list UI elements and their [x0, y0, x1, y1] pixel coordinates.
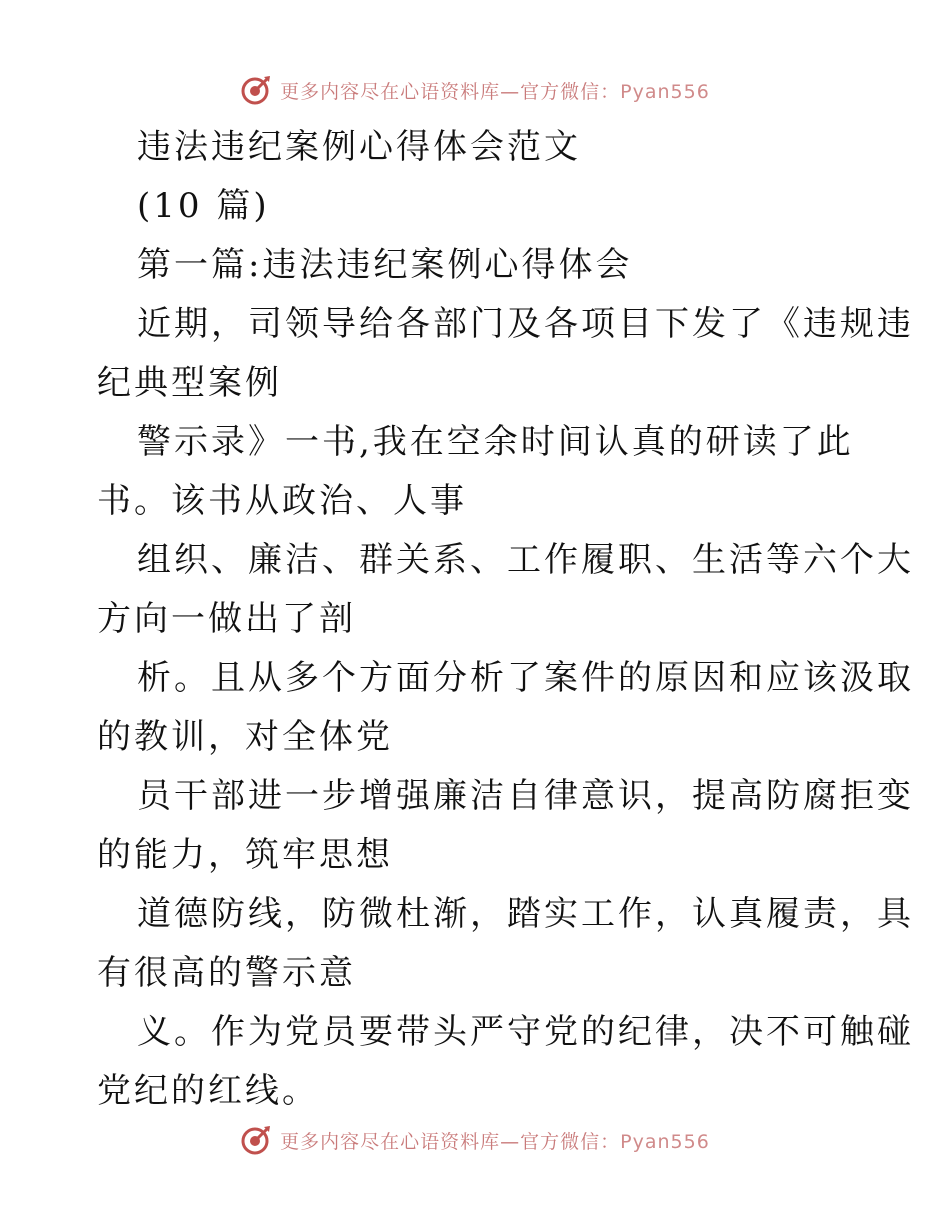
pen-logo-icon — [240, 74, 272, 106]
paragraph-line: 有很高的警示意 — [97, 953, 356, 993]
paragraph-line: 近期，司领导给各部门及各项目下发了《违规违 — [137, 304, 914, 344]
paragraph-line: 警示录》一书,我在空余时间认真的研读了此 — [137, 422, 854, 462]
paragraph-line: 的能力，筑牢思想 — [97, 835, 393, 875]
watermark-header — [0, 72, 950, 108]
paragraph-line: 析。且从多个方面分析了案件的原因和应该汲取 — [137, 658, 914, 698]
paragraph-line: 的教训，对全体党 — [97, 717, 393, 757]
paragraph-line: 组织、廉洁、群关系、工作履职、生活等六个大 — [137, 540, 914, 580]
pen-logo-icon — [240, 1124, 272, 1156]
paragraph-line: 党纪的红线。 — [97, 1071, 319, 1111]
paragraph-line: 员干部进一步增强廉洁自律意识，提高防腐拒变 — [137, 776, 914, 816]
section-heading: 第一篇:违法违纪案例心得体会 — [137, 245, 633, 285]
watermark-text: 更多内容尽在心语资料库—官方微信：Pyan556 — [280, 1130, 710, 1153]
document-body — [97, 118, 914, 1121]
watermark-handle: Pyan556 — [620, 1130, 710, 1153]
watermark-footer — [0, 1122, 950, 1158]
doc-subtitle: (10 篇) — [137, 186, 270, 226]
paragraph-line: 方向一做出了剖 — [97, 599, 356, 639]
paragraph-line: 纪典型案例 — [97, 363, 282, 403]
watermark-handle: Pyan556 — [620, 80, 710, 103]
paragraph-line: 书。该书从政治、人事 — [97, 481, 467, 521]
paragraph-line: 义。作为党员要带头严守党的纪律，决不可触碰 — [137, 1012, 914, 1052]
doc-title: 违法违纪案例心得体会范文 — [137, 127, 581, 167]
watermark-text: 更多内容尽在心语资料库—官方微信：Pyan556 — [280, 80, 710, 103]
paragraph-line: 道德防线，防微杜渐，踏实工作，认真履责，具 — [137, 894, 914, 934]
